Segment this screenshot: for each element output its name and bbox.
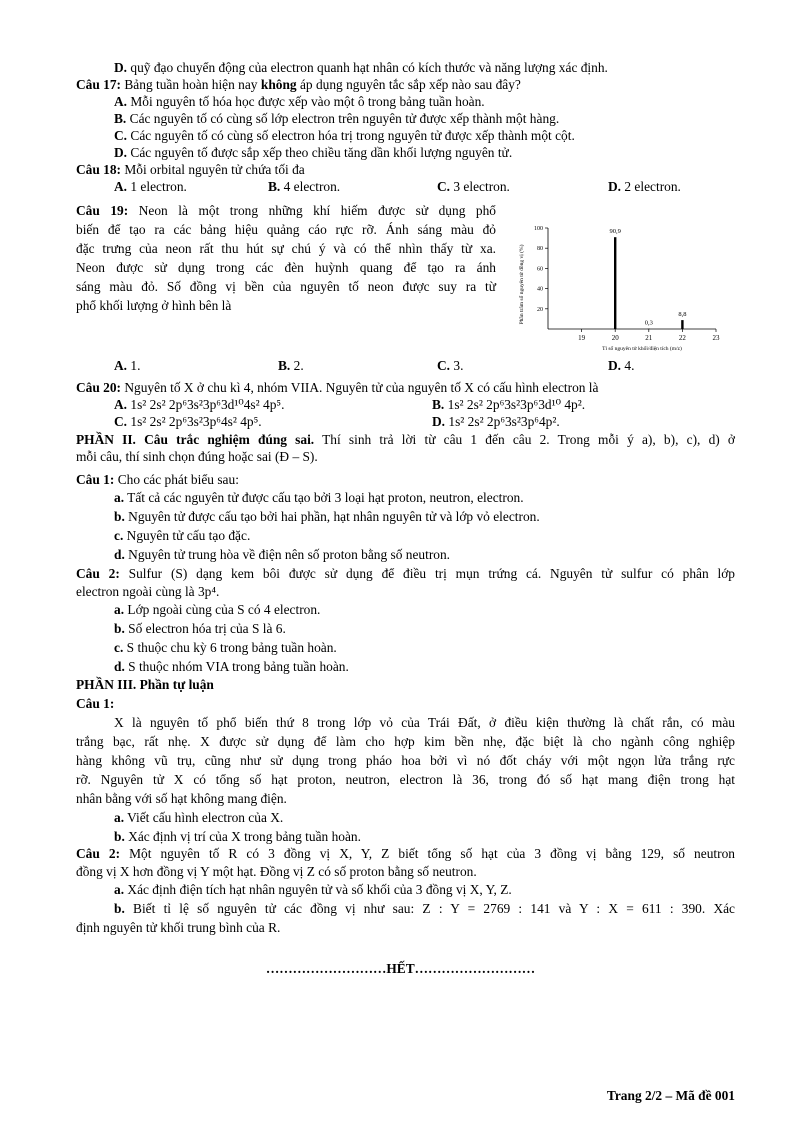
p3q1-label: Câu 1:	[76, 696, 115, 711]
emphasis: không	[260, 77, 297, 92]
chart-marks	[610, 228, 687, 329]
q17-option-c: C. Các nguyên tố có cùng số electron hóa trị trong nguyên tử được xếp thành một cột.	[114, 128, 575, 143]
p3q1-item-b: b. Xác định vị trí của X trong bảng tuần hoàn.	[114, 829, 361, 844]
q18-option-b: B. 4 electron.	[268, 179, 341, 194]
spectrum-bar	[614, 237, 616, 329]
question-label: Câu 18:	[76, 162, 122, 177]
question-label: Câu 17:	[76, 77, 122, 92]
y-tick-label: 80	[537, 246, 543, 253]
q18-stem: Câu 18: Mỗi orbital nguyên tử chứa tối đa	[76, 162, 305, 177]
q19-line-4: Neon được sử dụng trong các đèn huỳnh quang để tạo ra ánh	[76, 260, 496, 275]
p2q2-stem-2: electron ngoài cùng là 3p⁴.	[76, 584, 220, 599]
p2q1-item-d: d. Nguyên tử trung hòa về điện nên số proton bằng số neutron.	[114, 547, 451, 562]
p3q1-line-5: nhân bằng với số hạt không mang điện.	[76, 791, 287, 806]
q18-option-d: D. 2 electron.	[608, 179, 681, 194]
p3q2-item-b-2: định nguyên tử khối trung bình của R.	[76, 920, 281, 935]
p3q1-line-4: rỡ. Nguyên tử X có tổng số hạt proton, neutron, electron là 36, trong đó số hạt mang điện trong hạt	[76, 772, 735, 787]
end-marker: ………………………HẾT………………………	[265, 961, 536, 976]
q17-option-d: D. Các nguyên tố được sắp xếp theo chiều tăng dần khối lượng nguyên tử.	[114, 145, 513, 160]
q19-line-1: Câu 19: Neon là một trong những khí hiếm được sử dụng phổ	[76, 203, 496, 218]
section-title: PHẦN II. Câu trắc nghiệm đúng sai.	[76, 432, 315, 447]
q20-option-b: B. 1s² 2s² 2p⁶3s²3p⁶3d¹⁰ 4p².	[432, 397, 586, 412]
p2q2-item-c: c. S thuộc chu kỳ 6 trong bảng tuần hoàn.	[114, 640, 337, 655]
p3q2-item-b: b. Biết tỉ lệ số nguyên tử các đồng vị như sau: Z : Y = 2769 : 141 và Y : X = 611 : 390. Xác	[114, 901, 736, 916]
x-tick-label: 19	[578, 334, 586, 342]
p2q1-stem: Câu 1: Cho các phát biểu sau:	[76, 472, 239, 487]
q19-option-a: A. 1.	[114, 358, 141, 373]
q19-line-5: sáng màu đỏ. Số đồng vị bền của nguyên tố neon được suy ra từ	[76, 279, 496, 294]
p2q2-stem: Câu 2: Sulfur (S) dạng kem bôi được sử dụng để điều trị mụn trứng cá. Nguyên tử sulfur có phân lớp	[76, 566, 735, 581]
bar-value-label: 8,8	[678, 311, 687, 319]
q19-option-c: C. 3.	[437, 358, 464, 373]
p2q1-item-b: b. Nguyên tử được cấu tạo bởi hai phần, hạt nhân nguyên tử và lớp vỏ electron.	[114, 509, 540, 524]
q16-option-d	[114, 60, 608, 75]
p3q1-line-2: trắng bạc, rất nhẹ. X được sử dụng để làm cho hợp kim bền nhẹ, đặc biệt là cho ngành công nghiệp	[76, 734, 735, 749]
x-tick-label: 21	[645, 334, 653, 342]
p3q2-item-a: a. Xác định điện tích hạt nhân nguyên tử và số khối của 3 đồng vị X, Y, Z.	[114, 882, 512, 897]
q19-option-d: D. 4.	[608, 358, 635, 373]
mass-spectrum-chart	[506, 218, 738, 354]
part3-heading	[76, 677, 214, 692]
p3q2-stem: Câu 2: Một nguyên tố R có 3 đồng vị X, Y, Z biết tổng số hạt của 3 đồng vị bằng 129, số neutron	[76, 846, 735, 861]
p3q1-line-3: hàng không vũ trụ, cũng như sử dụng trong pháo hoa bởi vì nó đốt cháy với một ngọn lửa trắng rực	[76, 753, 735, 768]
p3q1-item-a: a. Viết cấu hình electron của X.	[114, 810, 284, 825]
q17-option-b: B. Các nguyên tố có cùng số lớp electron trên nguyên tử được xếp thành một hàng.	[114, 111, 560, 126]
y-tick-label: 20	[537, 306, 543, 313]
q19-line-6: phổ khối lượng ở hình bên là	[76, 298, 232, 313]
p2q2-item-a: a. Lớp ngoài cùng của S có 4 electron.	[114, 602, 321, 617]
question-label: Câu 20:	[76, 380, 122, 395]
p3q2-stem-2: đồng vị X hơn đồng vị Y một hạt. Đồng vị Z có số proton bằng số neutron.	[76, 864, 477, 879]
q20-stem: Câu 20: Nguyên tố X ở chu kì 4, nhóm VIIA. Nguyên tử của nguyên tố X có cấu hình electron là	[76, 380, 599, 395]
bar-value-label: 90,9	[609, 228, 621, 236]
q17-stem: Câu 17: Bảng tuần hoàn hiện nay không áp dụng nguyên tắc sắp xếp nào sau đây?	[76, 77, 521, 92]
x-axis-label: Tỉ số nguyên tử khối/điện tích (m/z)	[602, 346, 682, 352]
part2-intro: mỗi câu, thí sinh chọn đúng hoặc sai (Đ – S).	[76, 449, 318, 464]
y-tick-label: 40	[537, 286, 543, 293]
p2q1-item-a: a. Tất cả các nguyên tử được cấu tạo bởi 3 loại hạt proton, neutron, electron.	[114, 490, 524, 505]
q20-option-d: D. 1s² 2s² 2p⁶3s²3p⁶4p².	[432, 414, 560, 429]
q20-option-c: C. 1s² 2s² 2p⁶3s²3p⁶4s² 4p⁵.	[114, 414, 262, 429]
option-label: D.	[114, 60, 128, 75]
x-tick-label: 22	[678, 334, 686, 342]
part2-heading: PHẦN II. Câu trắc nghiệm đúng sai. Thí sinh trả lời từ câu 1 đến câu 2. Trong mỗi ý a), b), c), d) ở	[76, 432, 735, 447]
p2q2-item-d: d. S thuộc nhóm VIA trong bảng tuần hoàn.	[114, 659, 349, 674]
q19-line-3: đặc trưng của neon rất thu hút sự chú ý và có thể nhìn thấy từ xa.	[76, 241, 496, 256]
section-title: PHẦN III. Phần tự luận	[76, 677, 214, 692]
p3q1-line-1: X là nguyên tố phổ biến thứ 8 trong lớp vỏ của Trái Đất, ở điều kiện thường là chất rắn, có màu	[114, 715, 735, 730]
q19-option-b: B. 2.	[278, 358, 304, 373]
x-tick-label: 20	[611, 334, 619, 342]
y-tick-label: 60	[537, 266, 543, 273]
y-axis-label: Phần trăm số nguyên tử đồng vị (%)	[519, 244, 525, 325]
bar-value-label: 0,3	[644, 319, 653, 327]
p2q1-item-c: c. Nguyên tử cấu tạo đặc.	[114, 528, 251, 543]
q19-line-2: biến để tạo ra các bảng hiệu quảng cáo rực rỡ. Ánh sáng màu đỏ	[76, 222, 496, 237]
q18-option-a: A. 1 electron.	[114, 179, 187, 194]
y-tick-label: 100	[534, 226, 543, 232]
q18-option-c: C. 3 electron.	[437, 179, 510, 194]
option-text: quỹ đạo chuyển động của electron quanh hạt nhân có kích thước và năng lượng xác định.	[130, 60, 608, 75]
chart-axes	[518, 226, 720, 352]
q20-option-a: A. 1s² 2s² 2p⁶3s²3p⁶3d¹⁰4s² 4p⁵.	[114, 397, 285, 412]
page-footer: Trang 2/2 – Mã đề 001	[606, 1088, 735, 1103]
x-tick-label: 23	[712, 334, 720, 342]
spectrum-bar	[681, 320, 683, 329]
question-label: Câu 19:	[76, 203, 129, 218]
q17-option-a: A. Mỗi nguyên tố hóa học được xếp vào một ô trong bảng tuần hoàn.	[114, 94, 485, 109]
p2q2-item-b: b. Số electron hóa trị của S là 6.	[114, 621, 286, 636]
